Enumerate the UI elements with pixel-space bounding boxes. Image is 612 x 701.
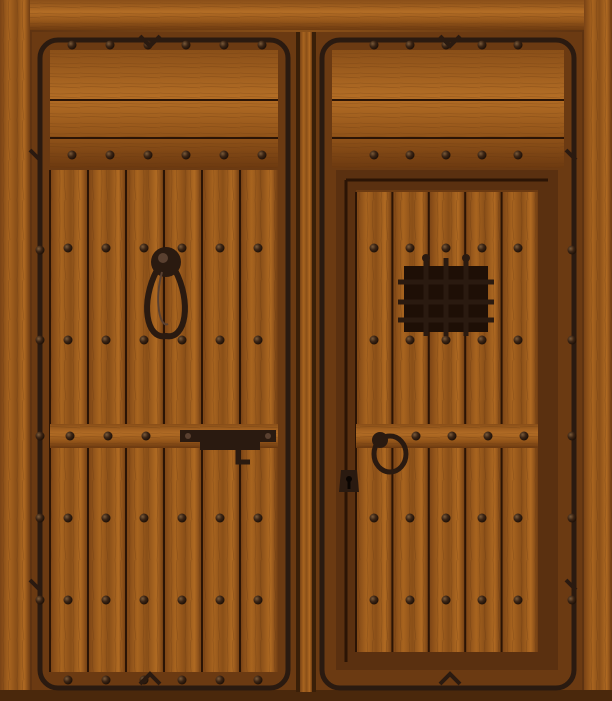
stud [568,596,577,605]
stud [448,432,457,441]
stud [36,432,45,441]
stud [484,432,493,441]
stud [254,514,263,523]
stud [102,676,111,685]
stud [568,514,577,523]
stud [178,514,187,523]
stud [478,514,487,523]
stud [142,432,151,441]
stud [514,244,523,253]
stud [514,151,523,160]
stud [406,41,415,50]
stud [442,514,451,523]
stud [412,432,421,441]
stud [258,41,267,50]
stud [442,244,451,253]
stud [102,336,111,345]
stud [514,596,523,605]
stud [514,336,523,345]
stud [178,244,187,253]
stud [406,151,415,160]
stud [216,514,225,523]
stud [514,514,523,523]
stud [216,596,225,605]
stud [370,151,379,160]
stud [478,596,487,605]
stud [140,514,149,523]
stud [216,336,225,345]
stud [106,151,115,160]
stud [104,432,113,441]
stud [406,244,415,253]
stud [102,514,111,523]
stud [36,336,45,345]
stud [254,676,263,685]
stud [370,596,379,605]
stud [182,151,191,160]
left-door-leaf [32,32,316,692]
stud [442,151,451,160]
stud [370,41,379,50]
stud [514,41,523,50]
stud [370,336,379,345]
stud [66,432,75,441]
stud [216,676,225,685]
stud [216,244,225,253]
stud [478,151,487,160]
stud [406,596,415,605]
stud [520,432,529,441]
stud [258,151,267,160]
keyhole-icon [339,470,359,492]
stud [102,596,111,605]
stud [370,514,379,523]
stud [102,244,111,253]
stud [568,432,577,441]
left-vertical-planks [50,170,278,672]
stud [68,151,77,160]
stud [64,336,73,345]
stud [140,244,149,253]
stud [36,246,45,255]
stud [254,336,263,345]
stud [478,244,487,253]
stud [64,244,73,253]
stud [254,244,263,253]
stud [68,41,77,50]
right-door-leaf [316,32,582,690]
stud [568,246,577,255]
stud [144,151,153,160]
stud [64,676,73,685]
stud [254,596,263,605]
stud [182,41,191,50]
stud [442,336,451,345]
stud [406,336,415,345]
stud [370,244,379,253]
stud [220,41,229,50]
stud [178,596,187,605]
speakeasy-grille-icon[interactable] [398,254,494,336]
stud [106,41,115,50]
stud [478,41,487,50]
stud [64,596,73,605]
stud [140,336,149,345]
stud [178,676,187,685]
stud [36,596,45,605]
stud [36,514,45,523]
stud [220,151,229,160]
stud [406,514,415,523]
stud [178,336,187,345]
stud [442,596,451,605]
stud [568,336,577,345]
stud [64,514,73,523]
stud [478,336,487,345]
stud [140,596,149,605]
